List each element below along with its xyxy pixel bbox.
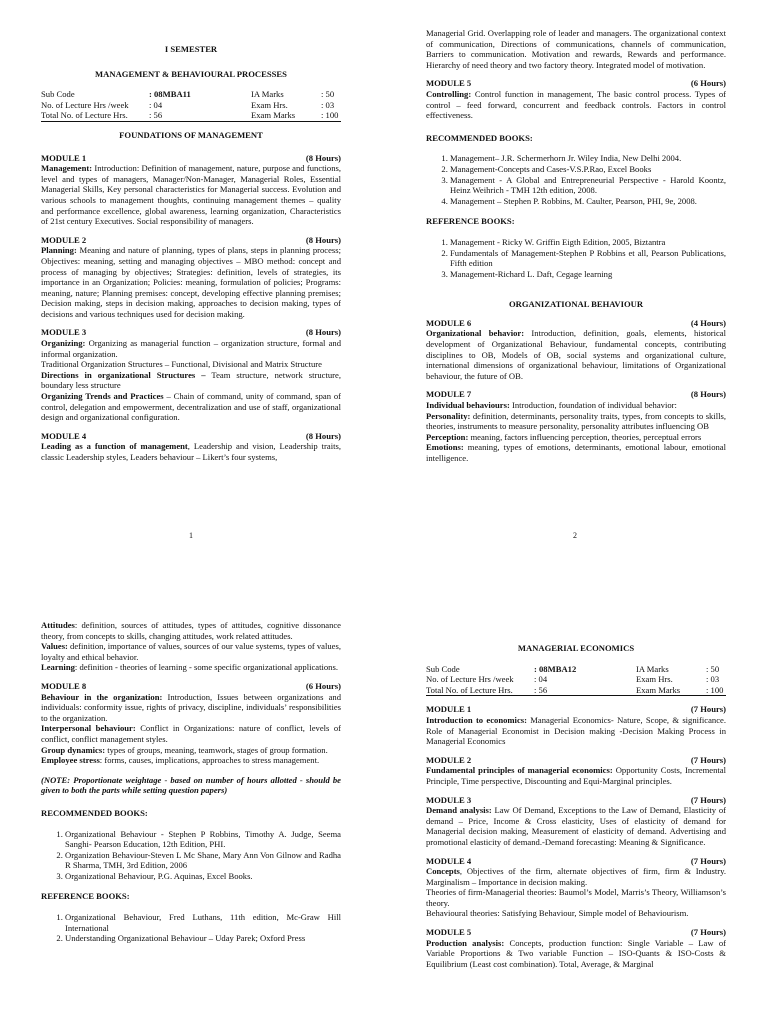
module-heading	[426, 795, 726, 806]
ia-marks-label: IA Marks	[251, 89, 284, 100]
lecture-hrs-label: No. of Lecture Hrs /week	[426, 674, 514, 685]
module-text	[41, 370, 341, 391]
module-hours: (8 Hours)	[305, 430, 341, 441]
lead-term: Individual behaviours:	[426, 400, 510, 411]
semester-heading: I SEMESTER	[164, 44, 218, 54]
total-hrs-label: Total No. of Lecture Hrs.	[41, 110, 128, 121]
module-text	[41, 620, 341, 641]
module-title: MODULE 1	[41, 152, 87, 163]
sub-code-label: Sub Code	[426, 663, 460, 674]
reference-books-list	[41, 912, 341, 944]
page-2	[426, 28, 726, 464]
sub-code-label: Sub Code	[41, 89, 75, 100]
recommended-books-list	[426, 153, 726, 206]
lead-term: Values:	[41, 641, 68, 652]
book-item: 1. Management - Ricky W. Griffin Eigth Edition, 2005, Biztantra	[450, 237, 726, 248]
body-text: Conflict in Organizations: nature of conflict, levels of conflict, conflict management styles.	[41, 723, 341, 744]
lead-term: Controlling:	[426, 88, 472, 99]
module-text	[41, 441, 341, 462]
module-text	[426, 328, 726, 381]
lead-term: Organizing Trends and Practices	[41, 391, 164, 402]
module-hours: (7 Hours)	[690, 855, 726, 866]
lead-term: Concepts	[426, 866, 460, 877]
module-hours: (7 Hours)	[690, 794, 726, 805]
module-text	[41, 163, 341, 227]
recommended-books-heading: RECOMMENDED BOOKS:	[426, 132, 533, 143]
book-item: 3. Organizational Behaviour, P.G. Aquinas, Excel Books.	[65, 871, 341, 882]
total-hrs-label: Total No. of Lecture Hrs.	[426, 684, 513, 695]
module-title: MODULE 4	[41, 430, 87, 441]
lead-term: Interpersonal behaviour:	[41, 723, 136, 734]
recommended-books-heading: RECOMMENDED BOOKS:	[41, 807, 148, 818]
lead-term: Demand analysis:	[426, 805, 492, 816]
exam-marks-value: : 100	[706, 684, 724, 695]
body-text: Introduction: Definition of management, nature, purpose and functions, level and types of managers, Manager/Non-Manager, Managerial Roles, Essential Managerial Skills, Key personal characteristics for Managerial success. Evolution and various schools to management thoughts, continuing management themes – quality and performance excellence, global awareness, learning organization, Characteristics of 21st century Executives. Social responsibility of managers.	[41, 163, 341, 227]
module-text	[426, 765, 726, 786]
lead-term: Planning:	[41, 245, 77, 256]
module-hours: (4 Hours)	[690, 317, 726, 328]
book-item: 1. Organizational Behaviour, Fred Luthans, 11th edition, Mc-Graw Hill International	[65, 912, 341, 933]
module-text	[41, 641, 341, 662]
page-3	[41, 620, 341, 950]
exam-marks-label: Exam Marks	[251, 110, 296, 121]
module-heading	[426, 704, 726, 715]
book-item: 3. Management - A Global and Entrepreneurial Perspective - Harold Koontz, Heinz Weihrich - TMH 12th edition, 2008.	[450, 175, 726, 196]
book-item: 2. Understanding Organizational Behaviour – Uday Parek; Oxford Press	[65, 933, 341, 944]
module-text	[41, 745, 341, 756]
module-text	[41, 245, 341, 319]
page-1	[41, 44, 341, 463]
module-title: MODULE 5	[426, 78, 472, 89]
module-title: MODULE 3	[426, 794, 472, 805]
lead-term: Perception:	[426, 431, 469, 442]
book-item: 2. Organization Behaviour-Steven L Mc Shane, Mary Ann Von Gilnow and Radha R Sharma, TMH, 3rd Edition, 2006	[65, 850, 341, 871]
exam-marks-value: : 100	[321, 110, 339, 121]
lead-term: Fundamental principles of managerial economics:	[426, 765, 613, 776]
exam-hrs-value: : 03	[706, 674, 720, 685]
sub-code-value: : 08MBA12	[534, 663, 577, 674]
module-text	[426, 938, 726, 970]
lead-term: Personality:	[426, 410, 471, 421]
module-heading	[426, 389, 726, 400]
lead-term: Organizing:	[41, 338, 86, 349]
lecture-hrs-value: : 04	[149, 99, 163, 110]
body-text: , Objectives of the firm, alternate objectives of firm, firm & Industry. Marginalism – Importance in decision making.	[426, 866, 726, 887]
module-hours: (7 Hours)	[690, 754, 726, 765]
page-number: 1	[189, 531, 193, 540]
module-text	[426, 715, 726, 747]
total-hrs-value: : 56	[534, 684, 548, 695]
course-info-table	[426, 664, 726, 697]
course-info-table	[41, 89, 341, 122]
module-heading	[426, 856, 726, 867]
lecture-hrs-value: : 04	[534, 674, 548, 685]
module-hours: (8 Hours)	[305, 152, 341, 163]
reference-books-heading: REFERENCE BOOKS:	[41, 891, 130, 902]
module-heading	[41, 153, 341, 164]
module-heading	[426, 78, 726, 89]
module-hours: (8 Hours)	[305, 327, 341, 338]
book-item: 2. Fundamentals of Management-Stephen P Robbins et all, Pearson Publications, Fifth edition	[450, 248, 726, 269]
module-text	[426, 400, 726, 411]
body-text: Concepts, production function: Single Variable – Law of Variable Proportions & Two variable Function – ISO-Quants & ISO-Costs & Equilibrium (Least cost combination). Total, Average, & Marginal	[426, 937, 726, 969]
body-text: , Leadership and vision, Leadership traits, classic Leadership styles, Leaders behaviour – Likert’s four systems,	[41, 441, 341, 462]
body-text: Meaning and nature of planning, types of plans, steps in planning process; Objectives: meaning, setting and managing objectives – MBO method: concept and process of managing by objectives; Strategies: definition, levels of strategies, its importance in an Organization; Policies: meaning, formulation of policies; Programs: meaning, nature; Planning premises: concept, developing effective planning premises; Decision making, steps in decision making, approaches to decision making, types of decisions and various techniques used for decision making.	[41, 245, 341, 319]
sub-code-value: : 08MBA11	[149, 89, 191, 100]
body-text: meaning, factors influencing perception, theories, perceptual errors	[468, 431, 702, 442]
body-text: Organizing as managerial function – organization structure, formal and informal organization.	[41, 338, 341, 359]
module-text: Traditional Organization Structures – Functional, Divisional and Matrix Structure	[41, 359, 322, 370]
module-text	[41, 723, 341, 744]
module-heading	[426, 318, 726, 329]
course-title: MANAGERIAL ECONOMICS	[517, 643, 635, 653]
page-number: 2	[573, 531, 577, 540]
reference-books-heading: REFERENCE BOOKS:	[426, 216, 515, 227]
body-text: Law Of Demand, Exceptions to the Law of Demand, Elasticity of demand – Price, Income & Cross elasticity, Uses of elasticity of demand for Managerial decision making, Measurement of elasticity of demand. Advertising and promotional elasticity of demand.-Demand forecasting: Meaning & Significance.	[426, 805, 726, 847]
lead-term: Group dynamics:	[41, 744, 106, 755]
body-text: Control function in management, The basic control process. Types of control – feed forward, concurrent and feedback controls. Factors in control effectiveness.	[426, 88, 726, 121]
module-title: MODULE 7	[426, 389, 472, 400]
body-text: definition, importance of values, sources of our value systems, types of values, loyalty and ethical behavior.	[41, 641, 341, 662]
total-hrs-value: : 56	[149, 110, 163, 121]
module-text	[426, 442, 726, 463]
module-text: Managerial Grid. Overlapping role of leader and managers. The organizational context of communication, Directions of communications, channels of communication, Barriers to communication. Motivation and rewards, Rewards and performance. Hierarchy of need theory and two factory theory. Integrated model of motivation.	[426, 28, 726, 70]
module-heading	[426, 755, 726, 766]
module-heading	[41, 327, 341, 338]
lecture-hrs-label: No. of Lecture Hrs /week	[41, 99, 129, 110]
module-title: MODULE 6	[426, 317, 472, 328]
lead-term: Management:	[41, 163, 93, 174]
lead-term: Introduction to economics:	[426, 714, 527, 725]
module-text	[41, 692, 341, 724]
reference-books-list	[426, 237, 726, 279]
body-text: : definition, sources of attitudes, types of attitudes, cognitive dissonance theory, from concepts to skills, changing attitudes, work related attitudes.	[41, 620, 341, 641]
module-text	[426, 432, 726, 443]
module-text: Behavioural theories: Satisfying Behaviour, Simple model of Behaviourism.	[426, 908, 689, 919]
module-heading	[41, 431, 341, 442]
section-heading: FOUNDATIONS OF MANAGEMENT	[119, 129, 263, 140]
module-text	[426, 866, 726, 887]
book-item: 2. Management-Concepts and Cases-V.S.P.Rao, Excel Books	[450, 164, 726, 175]
body-text: Introduction, Issues between organizations and individuals: conformity issue, rights of privacy, discipline, individuals’ responsibilities to the organization.	[41, 691, 341, 723]
lead-term: Emotions:	[426, 442, 464, 453]
body-text: meaning, types of emotions, determinants, emotional labour, emotional intelligence.	[426, 442, 726, 463]
module-text	[41, 755, 341, 766]
recommended-books-list	[41, 829, 341, 882]
lead-term: Organizational behavior:	[426, 328, 525, 339]
ia-marks-value: : 50	[706, 663, 720, 674]
lead-term: Learning	[41, 662, 75, 673]
exam-hrs-value: : 03	[321, 99, 335, 110]
module-title: MODULE 5	[426, 927, 472, 938]
module-title: MODULE 1	[426, 704, 472, 715]
body-text: Managerial Economics- Nature, Scope, & significance. Role of Managerial Economist in Decision making -Decision Making Process in Managerial Economics	[426, 714, 726, 747]
exam-marks-label: Exam Marks	[636, 684, 681, 695]
module-title: MODULE 2	[41, 234, 87, 245]
page-4	[426, 643, 726, 969]
module-hours: (7 Hours)	[690, 927, 726, 938]
module-hours: (6 Hours)	[305, 680, 341, 691]
module-hours: (8 Hours)	[305, 234, 341, 245]
module-text	[426, 805, 726, 847]
book-item: 4. Management – Stephen P. Robbins, M. Caulter, Pearson, PHI, 9e, 2008.	[450, 196, 726, 207]
book-item: 1. Management– J.R. Schermerhorn Jr. Wiley India, New Delhi 2004.	[450, 153, 726, 164]
module-text	[41, 391, 341, 423]
section-heading: ORGANIZATIONAL BEHAVIOUR	[508, 299, 644, 310]
exam-hrs-label: Exam Hrs.	[251, 99, 288, 110]
lead-term: Behaviour in the organization:	[41, 691, 163, 702]
exam-hrs-label: Exam Hrs.	[636, 674, 673, 685]
lead-term: Production analysis:	[426, 937, 505, 948]
module-text	[41, 662, 341, 673]
body-text: : definition - theories of learning - some specific organizational applications.	[74, 662, 338, 673]
ia-marks-value: : 50	[321, 89, 335, 100]
body-text: Introduction, foundation of individual behavior:	[509, 400, 677, 411]
body-text: Opportunity Costs, Incremental Principle, Time perspective, Discounting and Equi-Marginal principles.	[426, 765, 727, 786]
module-hours: (6 Hours)	[690, 78, 726, 89]
book-item: 1. Organizational Behaviour - Stephen P Robbins, Timothy A. Judge, Seema Sanghi- Pearson Education, 12th Edition, PHI.	[65, 829, 341, 850]
body-text: definition, determinants, personality traits, types, from concepts to skills, theories, instruments to measure personality, personality attributes influencing OB	[426, 410, 726, 432]
module-text	[41, 338, 341, 359]
body-text: : forms, causes, implications, approaches to stress management.	[99, 755, 320, 766]
module-heading	[41, 235, 341, 246]
module-text	[426, 89, 726, 121]
lead-term: Directions in organizational Structures –	[41, 369, 206, 380]
weightage-note: (NOTE: Proportionate weightage - based on number of hours allotted - should be given to both the parts while setting question papers)	[41, 774, 341, 796]
ia-marks-label: IA Marks	[636, 663, 669, 674]
course-title: MANAGEMENT & BEHAVIOURAL PROCESSES	[95, 68, 287, 79]
module-text	[426, 411, 726, 432]
module-heading	[426, 927, 726, 938]
module-title: MODULE 2	[426, 754, 472, 765]
module-hours: (7 Hours)	[690, 704, 726, 715]
module-hours: (8 Hours)	[690, 389, 726, 400]
book-item: 3. Management-Richard L. Daft, Cegage learning	[450, 269, 726, 280]
lead-term: Leading as a function of management	[41, 441, 188, 452]
body-text: types of groups, meaning, teamwork, stages of group formation.	[105, 744, 328, 755]
module-title: MODULE 3	[41, 327, 87, 338]
module-text: Theories of firm-Managerial theories: Baumol’s Model, Marris’s Theory, Williamson’s theory.	[426, 887, 726, 908]
lead-term: Employee stress	[41, 755, 100, 766]
body-text: Team structure, network structure, boundary less structure	[41, 369, 341, 391]
module-title: MODULE 4	[426, 855, 472, 866]
module-heading	[41, 681, 341, 692]
module-title: MODULE 8	[41, 680, 87, 691]
lead-term: Attitudes	[41, 620, 75, 630]
body-text: Introduction, definition, goals, elements, historical development of Organizational Behaviour, fundamental concepts, contributing disciplines to OB, Models of OB, social systems and organizational culture, international dimensions of organizational behaviour, limitations of Organizational behaviour, the future of OB.	[426, 328, 727, 381]
body-text: – Chain of command, unity of command, span of control, delegation and empowerment, decentralization and use of staff, organizational design and organizational configuration.	[41, 391, 341, 423]
